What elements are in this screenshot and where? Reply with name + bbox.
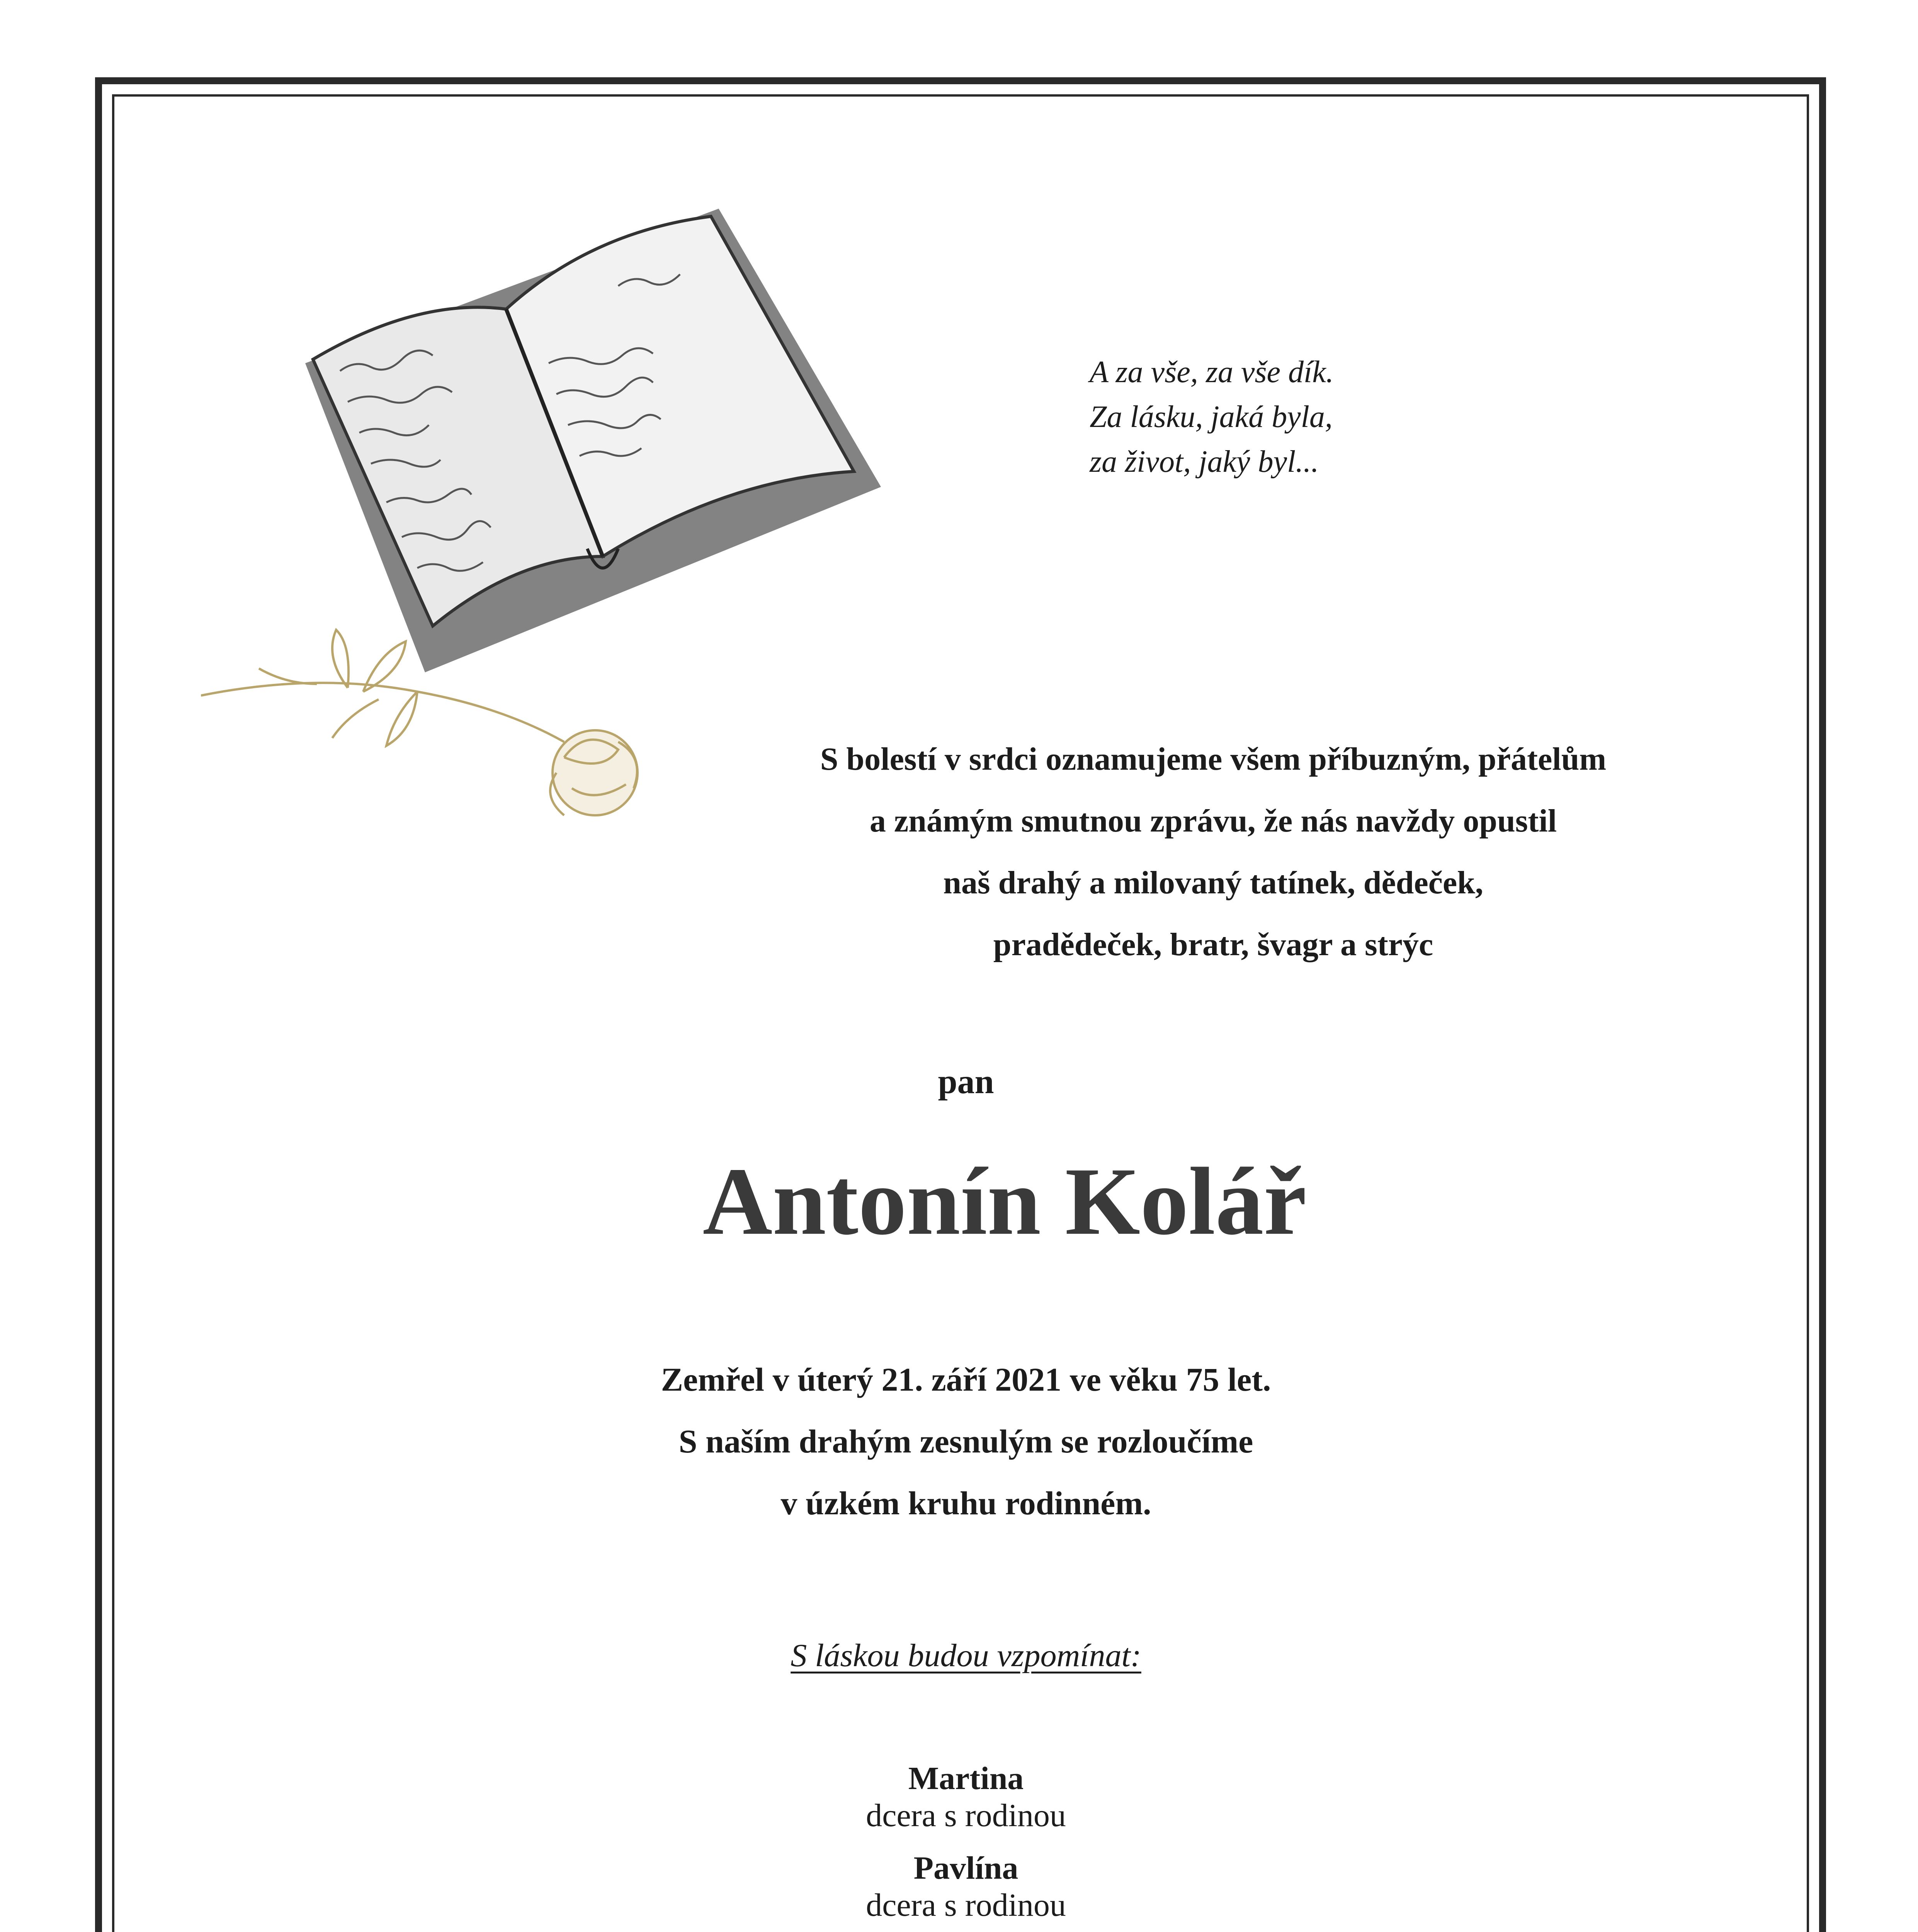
- honorific: pan: [938, 1063, 994, 1101]
- open-book-icon: [305, 209, 881, 672]
- death-announcement: [695, 728, 1731, 976]
- poem-line: za život, jaký byl...: [1090, 445, 1319, 479]
- mourner-entry: [657, 1850, 1275, 1924]
- mourner-name: Pavlína: [913, 1850, 1019, 1886]
- mourner-role: dcera s rodinou: [866, 1887, 1066, 1923]
- announcement-line: S bolestí v srdci oznamujeme všem příbuzným, přátelům: [820, 741, 1607, 777]
- mourner-role: dcera s rodinou: [866, 1798, 1066, 1833]
- remember-heading-text: S láskou budou vzpomínat:: [791, 1638, 1141, 1673]
- death-info: [425, 1349, 1507, 1534]
- mourner-entry: [657, 1760, 1275, 1834]
- poem-line: A za vše, za vše dík.: [1090, 355, 1334, 389]
- announcement-line: pradědeček, bratr, švagr a strýc: [993, 927, 1433, 963]
- announcement-line: a známým smutnou zprávu, že nás navždy opustil: [869, 803, 1557, 839]
- deceased-name: Antonín Kolář: [702, 1148, 1307, 1255]
- announcement-line: naš drahý a milovaný tatínek, dědeček,: [943, 865, 1483, 901]
- rose-icon: [201, 630, 638, 815]
- death-info-line: v úzkém kruhu rodinném.: [780, 1485, 1151, 1522]
- death-info-line: S naším drahým zesnulým se rozloučíme: [678, 1423, 1253, 1460]
- poem-line: Za lásku, jaká byla,: [1090, 400, 1333, 434]
- mourners-list: [657, 1760, 1275, 1932]
- mourner-name: Martina: [908, 1760, 1024, 1796]
- remember-heading: [657, 1633, 1275, 1679]
- death-info-line: Zemřel v úterý 21. září 2021 ve věku 75 let.: [661, 1361, 1271, 1398]
- memorial-poem: [1090, 350, 1553, 484]
